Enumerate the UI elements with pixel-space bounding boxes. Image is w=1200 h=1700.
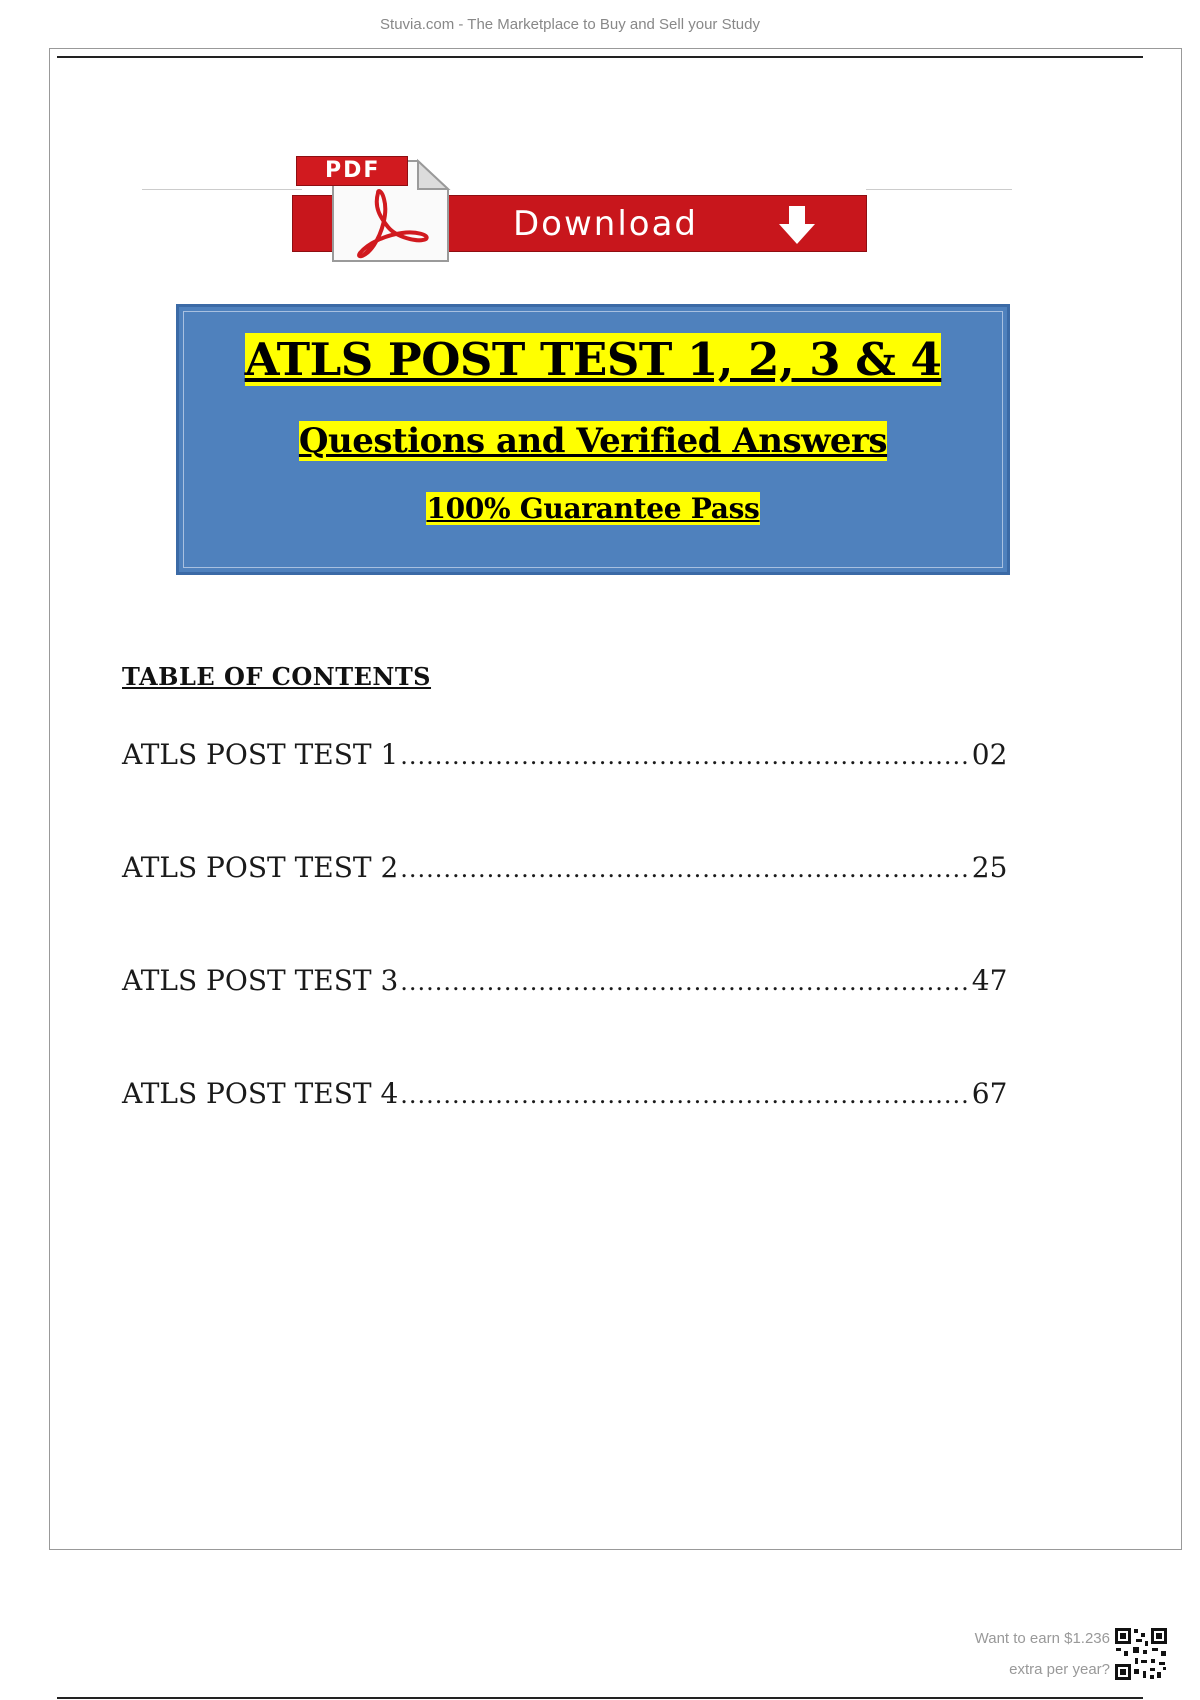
- toc-page-number: 47: [971, 964, 1008, 997]
- guarantee-tagline: 100% Guarantee Pass: [426, 492, 760, 525]
- toc-leader-dots: ..................................................................: [400, 968, 970, 996]
- toc-leader-dots: ..................................................................: [400, 742, 970, 770]
- toc-entry-label: ATLS POST TEST 2: [122, 851, 399, 884]
- toc-page-number: 25: [971, 851, 1008, 884]
- bottom-divider: [57, 1697, 1143, 1699]
- document-title: ATLS POST TEST 1, 2, 3 & 4: [244, 333, 942, 386]
- footer-promo-line-2: extra per year?: [1009, 1661, 1110, 1678]
- site-header-text: Stuvia.com - The Marketplace to Buy and Sell your Study: [380, 16, 760, 33]
- toc-entry-label: ATLS POST TEST 4: [122, 1077, 399, 1110]
- toc-entry[interactable]: [122, 964, 1008, 1077]
- toc-entry[interactable]: [122, 1077, 1008, 1190]
- toc-page-number: 67: [971, 1077, 1008, 1110]
- toc-entry[interactable]: [122, 738, 1008, 851]
- table-of-contents: [122, 738, 1008, 1190]
- toc-page-number: 02: [971, 738, 1008, 771]
- download-label: Download: [513, 204, 699, 244]
- qr-code-icon[interactable]: [1114, 1627, 1168, 1681]
- download-arrow-icon: [777, 204, 817, 246]
- banner-right-rule: [866, 189, 1012, 190]
- toc-heading: TABLE OF CONTENTS: [122, 662, 432, 691]
- banner-left-rule: [142, 189, 302, 190]
- toc-leader-dots: ..................................................................: [400, 855, 970, 883]
- document-subtitle: Questions and Verified Answers: [298, 421, 888, 461]
- top-divider: [57, 56, 1143, 58]
- pdf-label-tag: PDF: [296, 156, 408, 186]
- title-box: [176, 304, 1010, 575]
- toc-entry-label: ATLS POST TEST 1: [122, 738, 399, 771]
- toc-entry[interactable]: [122, 851, 1008, 964]
- footer-promo-line-1: Want to earn $1.236: [974, 1630, 1110, 1647]
- toc-entry-label: ATLS POST TEST 3: [122, 964, 399, 997]
- toc-leader-dots: ..................................................................: [400, 1081, 970, 1109]
